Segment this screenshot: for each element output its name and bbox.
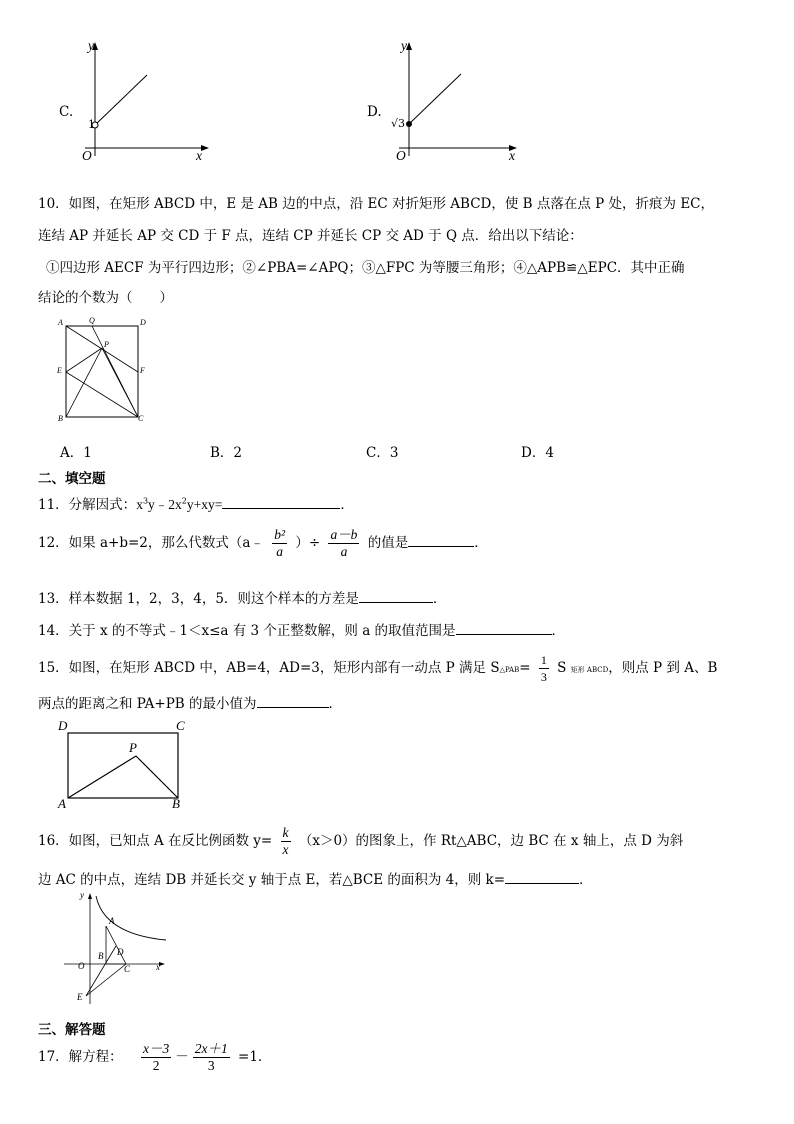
q15-figure xyxy=(56,718,196,810)
q10-label-p: P xyxy=(104,340,109,349)
q16-end: ． xyxy=(579,872,593,888)
graph-d-label: D. xyxy=(367,104,382,120)
q14 xyxy=(38,619,565,639)
section-fill-in-title: 二、填空题 xyxy=(38,471,106,487)
q11-expr-b: y﹣2x xyxy=(148,497,182,512)
q10-option-d: D．4 xyxy=(521,445,554,461)
q16-label-d: D xyxy=(117,947,124,957)
q16-frac xyxy=(281,825,291,858)
q15-label-c: C xyxy=(176,718,185,733)
q10-figure xyxy=(52,316,152,428)
q10-label-q: Q xyxy=(89,316,95,325)
q17-frac1-den: 2 xyxy=(152,1058,160,1073)
q14-answer-blank[interactable] xyxy=(456,620,552,635)
q15-line2 xyxy=(38,692,342,712)
q11-sup: 3 xyxy=(142,496,149,506)
q16-label-b: B xyxy=(98,951,104,961)
q15-line1a: 15．如图，在矩形 ABCD 中，AB=4，AD=3，矩形内部有一动点 P 满足 S xyxy=(38,660,500,676)
q16-line2-text: 边 AC 的中点，连结 DB 并延长交 y 轴于点 E，若△BCE 的面积为 4，则 k= xyxy=(38,872,506,888)
q10-label-d: D xyxy=(140,318,146,327)
q16-line2 xyxy=(38,868,593,888)
q15-sub1: △PAB xyxy=(499,666,520,674)
q12-frac2-num: a－b xyxy=(330,527,358,542)
q13-end: ． xyxy=(432,591,447,607)
graph-d-origin: O xyxy=(396,148,406,163)
q17-suffix: =1． xyxy=(238,1049,272,1065)
graph-c-label: C. xyxy=(59,104,74,120)
q12-prefix: 12．如果 a+b=2，那么代数式（a﹣ xyxy=(38,535,264,551)
q17-frac2-den: 3 xyxy=(207,1058,215,1073)
q15-frac xyxy=(539,652,549,685)
q12-frac1 xyxy=(272,527,287,560)
q16-figure xyxy=(60,890,172,1008)
q16-answer-blank[interactable] xyxy=(505,869,579,884)
q16-frac-den: x xyxy=(282,842,289,857)
q12-answer-blank[interactable] xyxy=(408,532,474,547)
q14-text: 14．关于 x 的不等式﹣1＜x≤a 有 3 个正整数解，则 a 的取值范围是 xyxy=(38,623,456,639)
q11-end: ． xyxy=(340,497,354,513)
q17-frac1 xyxy=(141,1041,171,1074)
q15-label-a: A xyxy=(58,796,66,811)
q10-label-b: B xyxy=(58,414,63,423)
q10-line2: 连结 AP 并延长 AP 交 CD 于 F 点，连结 CP 并延长 CP 交 AD 于 Q 点．给出以下结论： xyxy=(38,228,583,244)
q17-prefix: 17．解方程： xyxy=(38,1049,123,1065)
q10-option-a: A．1 xyxy=(60,445,92,461)
q10-label-f: F xyxy=(140,366,145,375)
q16-label-c: C xyxy=(124,964,131,974)
q16-label-o: O xyxy=(78,961,85,971)
q10-line3: ①四边形 AECF 为平行四边形；②∠PBA=∠APQ；③△FPC 为等腰三角形；④△APB≌△EPC．其中正确 xyxy=(46,260,685,276)
q12-frac2 xyxy=(328,527,359,560)
q15-label-p: P xyxy=(129,740,137,755)
q15-frac-num: 1 xyxy=(540,653,547,667)
q13-text: 13．样本数据 1，2，3，4，5．则这个样本的方差是 xyxy=(38,591,359,607)
q16-frac-num: k xyxy=(282,825,289,840)
q17-frac2-num: 2x＋1 xyxy=(194,1041,228,1056)
q10-option-c: C．3 xyxy=(366,445,399,461)
q10-label-a: A xyxy=(58,318,63,327)
q15-eq: = xyxy=(519,660,531,676)
q10-line4: 结论的个数为（ ） xyxy=(38,290,173,306)
q15-end: ． xyxy=(328,696,342,712)
q12-suffix: 的值是 xyxy=(367,535,409,551)
q12-frac1-den: a xyxy=(276,544,283,559)
graph-c-origin: O xyxy=(82,148,92,163)
q16-label-a: A xyxy=(109,916,115,926)
q10-line1: 10．如图，在矩形 ABCD 中，E 是 AB 边的中点，沿 EC 对折矩形 ABCD，使 B 点落在点 P 处，折痕为 EC， xyxy=(38,196,715,212)
q15-answer-blank[interactable] xyxy=(257,693,329,708)
q11-prefix: 11．分解因式： xyxy=(38,497,137,513)
q15-sub2: 矩形 ABCD xyxy=(570,666,609,674)
q14-end: ． xyxy=(551,623,566,639)
q13-answer-blank[interactable] xyxy=(359,588,433,603)
q15-frac-den: 3 xyxy=(540,670,547,684)
q15-label-d: D xyxy=(58,718,68,733)
q16-line1a: 16．如图，已知点 A 在反比例函数 y= xyxy=(38,833,273,849)
q10-label-c: C xyxy=(138,414,144,423)
q12-mid: ）÷ xyxy=(295,535,321,551)
q11-expr-c: y+xy= xyxy=(186,497,223,512)
q12-frac2-den: a xyxy=(340,544,348,559)
q17-minus: － xyxy=(175,1049,189,1065)
q11-expr-a: x xyxy=(136,497,143,512)
q11 xyxy=(38,493,354,513)
graph-d-intercept: √3 xyxy=(391,117,406,130)
q10-label-e: E xyxy=(57,366,62,375)
q10-option-b: B．2 xyxy=(210,445,243,461)
graph-d-x-label: x xyxy=(509,148,515,163)
graph-option-d xyxy=(365,38,535,168)
graph-option-c xyxy=(55,38,215,168)
q15-s2: S xyxy=(557,660,567,676)
q16-label-x: x xyxy=(156,962,160,972)
graph-c-intercept: 1 xyxy=(88,118,95,131)
q17-frac1-num: x－3 xyxy=(142,1041,170,1056)
q16-label-e: E xyxy=(77,992,83,1002)
q16-line1b: （x＞0）的图象上，作 Rt△ABC，边 BC 在 x 轴上，点 D 为斜 xyxy=(298,833,684,849)
q13 xyxy=(38,587,446,607)
graph-c-y-label: y xyxy=(88,38,94,53)
q16-line1 xyxy=(38,825,683,858)
q16-label-y: y xyxy=(80,890,84,900)
graph-c-axes xyxy=(55,38,215,168)
section-solve-title: 三、解答题 xyxy=(38,1022,106,1038)
q15-line1 xyxy=(38,652,717,685)
q11-answer-blank[interactable] xyxy=(222,494,340,509)
q17 xyxy=(38,1041,271,1074)
graph-d-y-label: y xyxy=(401,38,407,53)
q12 xyxy=(38,527,488,560)
q15-line1b: ，则点 P 到 A、B xyxy=(608,660,718,676)
q17-frac2 xyxy=(193,1041,230,1074)
q12-frac1-num: b² xyxy=(274,527,286,542)
q15-line2-text: 两点的距离之和 PA+PB 的最小值为 xyxy=(38,696,257,712)
q15-label-b: B xyxy=(172,796,180,811)
q11-sup2: 2 xyxy=(181,496,187,506)
graph-c-x-label: x xyxy=(196,148,202,163)
q12-end: ． xyxy=(474,535,488,551)
